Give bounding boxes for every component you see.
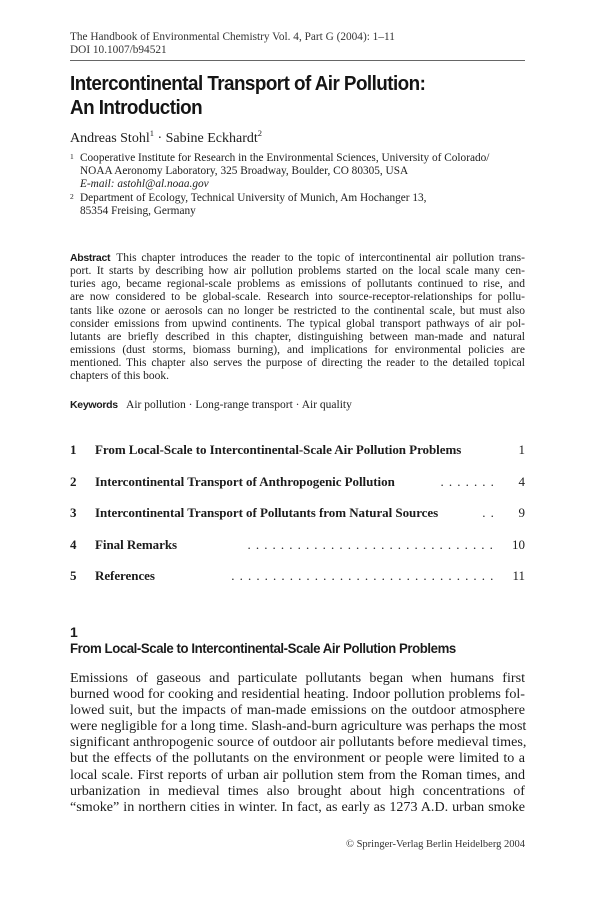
keywords (70, 398, 525, 412)
toc-page: 4 (518, 473, 525, 489)
abstract-line: chapters of this book. (70, 370, 170, 383)
toc-page: 10 (512, 536, 525, 552)
body-line: were negligible for a long time. Slash-and-burn agriculture was perhaps the most (70, 718, 527, 735)
body-line: significant anthropogenic source of outdoor air pollutants before medieval times, (70, 734, 527, 751)
toc-entry[interactable] (70, 504, 525, 536)
footnote-marker: 2 (70, 191, 74, 201)
body-line: urbanization in medieval times also brought about high concentrations of (70, 782, 525, 799)
title-line-1: Intercontinental Transport of Air Pollution: (70, 72, 426, 95)
body-line: but the effects of the pollutants on the environment or people were limited to a (70, 750, 525, 767)
toc-leader-dots: ....... (440, 473, 499, 489)
affiliation-line: 85354 Freising, Germany (80, 204, 196, 217)
abstract-line: consider emissions from upwind continents. The typical global transport pathways of air pol- (70, 317, 525, 330)
toc-entry[interactable] (70, 473, 525, 505)
affiliation-marker: 2 (257, 128, 263, 138)
toc-entry[interactable] (70, 536, 525, 568)
toc-number: 3 (70, 505, 77, 521)
header-rule (70, 60, 525, 61)
body-line: Emissions of gaseous and particulate pollutants began when humans first (70, 670, 525, 686)
doi: DOI 10.1007/b94521 (70, 44, 167, 56)
toc-leader-dots: .. (482, 505, 499, 521)
toc-number: 2 (70, 473, 77, 489)
affiliation-line: Department of Ecology, Technical University of Munich, Am Hochanger 13, (80, 191, 427, 204)
body-line: local scale. First reports of urban air pollution stem from the Roman times, and (70, 766, 525, 783)
affiliation-marker: 1 (149, 128, 154, 138)
toc-title[interactable]: Intercontinental Transport of Anthropogenic Pollution (95, 473, 395, 489)
abstract-line: turies ago, became regional-scale problems as emissions of pollutants continued to rise, and (70, 278, 525, 291)
author-name: Andreas Stohl (70, 131, 150, 146)
body-line: lowed suit, but the impacts of man-made emissions on the outdoor atmosphere (70, 702, 525, 719)
section-body (70, 670, 525, 815)
abstract-line: lutants are briefly described in this chapter, distinguishing between man-made and natural (70, 330, 525, 343)
toc-title[interactable]: From Local-Scale to Intercontinental-Scale Air Pollution Problems (95, 442, 462, 457)
paper-title (70, 72, 425, 120)
toc-number: 4 (70, 536, 77, 552)
abstract-line: Abstract This chapter introduces the reader to the topic of intercontinental air pollution trans- (70, 252, 525, 264)
toc-title[interactable]: References (95, 568, 155, 584)
toc-title[interactable]: Final Remarks (95, 536, 178, 552)
keywords-label: Keywords (70, 399, 118, 411)
author-separator: · (153, 131, 166, 146)
table-of-contents (70, 441, 525, 599)
affiliations (70, 152, 530, 218)
author-email[interactable]: E-mail: astohl@al.noaa.gov (80, 178, 209, 191)
abstract (70, 252, 525, 384)
copyright-notice: © Springer-Verlag Berlin Heidelberg 2004 (345, 839, 525, 850)
abstract-line: are now considered to be global-scale. Research into source-receptor-relationships for pollu- (70, 291, 525, 304)
toc-page: 9 (518, 505, 525, 521)
toc-number: 1 (70, 442, 77, 457)
section-number: 1 (70, 624, 78, 640)
running-head (70, 31, 395, 57)
toc-entry[interactable] (70, 441, 525, 473)
author-name: Sabine Eckhardt (165, 131, 258, 146)
toc-page: 1 (518, 442, 525, 457)
toc-entry[interactable] (70, 567, 525, 599)
author-list (70, 128, 263, 147)
affiliation-2 (70, 192, 530, 218)
toc-number: 5 (70, 568, 77, 584)
title-line-2: An Introduction (70, 96, 203, 119)
body-line: burned wood for cooking and residential heating. Indoor pollution problems fol- (70, 686, 525, 703)
toc-leader-dots: ................................ (231, 568, 499, 584)
toc-leader-dots: .............................. (247, 536, 498, 552)
body-line: “smoke” in northern cities in winter. In fact, as early as 1273 A.D. urban smoke (70, 798, 525, 815)
abstract-label: Abstract (70, 252, 111, 264)
abstract-line: port. It starts by describing how air pollution problems started on the local scale many cen- (70, 265, 525, 278)
affiliation-line: NOAA Aeronomy Laboratory, 325 Broadway, Boulder, CO 80305, USA (80, 165, 409, 178)
journal-citation: The Handbook of Environmental Chemistry Vol. 4, Part G (2004): 1–11 (70, 31, 395, 43)
abstract-line: tants like ozone or aerosols can no longer be restricted to the continental scale, but must also (70, 304, 525, 317)
toc-page: 11 (512, 568, 525, 584)
keywords-text: Air pollution · Long-range transport · Air quality (126, 399, 352, 411)
footnote-marker: 1 (70, 152, 74, 161)
abstract-line: emissions (dust storms, biomass burning), and implications for environmental policies are (70, 344, 525, 357)
affiliation-line: Cooperative Institute for Research in the Environmental Sciences, University of Colorado/ (80, 152, 490, 164)
section-heading: From Local-Scale to Intercontinental-Scale Air Pollution Problems (70, 641, 456, 657)
abstract-line: mentioned. This chapter also serves the purpose of directing the reader to the detailed topical (70, 357, 525, 370)
toc-title[interactable]: Intercontinental Transport of Pollutants from Natural Sources (95, 505, 439, 521)
affiliation-1 (70, 152, 530, 192)
